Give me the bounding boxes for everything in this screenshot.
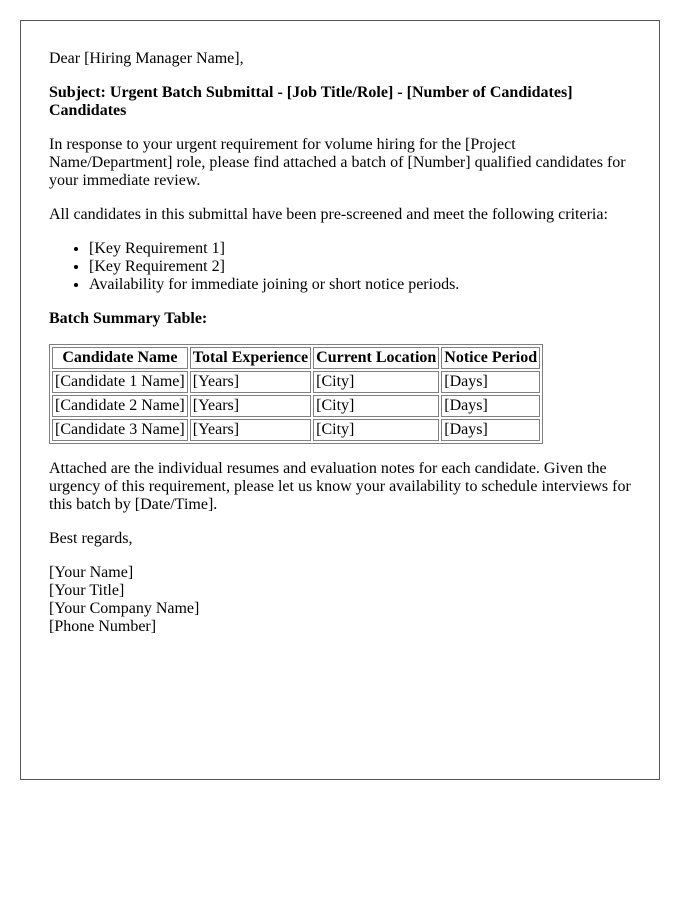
subject-line: Subject: Urgent Batch Submittal - [Job Title/Role] - [Number of Candidates] Candidates	[49, 84, 573, 119]
criteria-item: • Availability for immediate joining or short notice periods.	[89, 276, 639, 294]
signature-company: [Your Company Name]	[49, 600, 200, 617]
sign-off: Best regards,	[49, 530, 133, 547]
column-header-current-location: Current Location	[313, 347, 439, 369]
column-header-candidate-name: Candidate Name	[52, 347, 188, 369]
signature-phone: [Phone Number]	[49, 618, 157, 635]
cell-total-experience: [Years]	[190, 395, 311, 417]
table-label: Batch Summary Table:	[49, 310, 208, 327]
table-row	[52, 395, 540, 417]
criteria-list	[49, 240, 639, 294]
cell-notice-period: [Days]	[441, 371, 540, 393]
cell-total-experience: [Years]	[190, 371, 311, 393]
closing-paragraph: Attached are the individual resumes and evaluation notes for each candidate. Given the urgency of this requirement, please let us know your availability to schedule interviews for this batch by [Date/Time].	[49, 460, 631, 513]
cell-current-location: [City]	[313, 395, 439, 417]
column-header-total-experience: Total Experience	[190, 347, 311, 369]
cell-candidate-name: [Candidate 3 Name]	[52, 419, 188, 441]
batch-summary-table	[49, 344, 543, 444]
criteria-item: • [Key Requirement 1]	[89, 240, 639, 258]
criteria-item: • [Key Requirement 2]	[89, 258, 639, 276]
column-header-notice-period: Notice Period	[441, 347, 540, 369]
intro-paragraph: In response to your urgent requirement for volume hiring for the [Project Name/Department] role, please find attached a batch of [Number] qualified candidates for your immediate review.	[49, 136, 626, 189]
cell-candidate-name: [Candidate 1 Name]	[52, 371, 188, 393]
signature-title: [Your Title]	[49, 582, 125, 599]
letter-body	[49, 50, 639, 652]
signature-name: [Your Name]	[49, 564, 134, 581]
table-row	[52, 371, 540, 393]
criteria-intro: All candidates in this submittal have been pre-screened and meet the following criteria:	[49, 206, 608, 223]
table-header-row	[52, 347, 540, 369]
signature-block	[49, 564, 639, 636]
cell-current-location: [City]	[313, 371, 439, 393]
letter-frame	[20, 20, 660, 780]
cell-candidate-name: [Candidate 2 Name]	[52, 395, 188, 417]
table-row	[52, 419, 540, 441]
cell-notice-period: [Days]	[441, 395, 540, 417]
cell-total-experience: [Years]	[190, 419, 311, 441]
cell-current-location: [City]	[313, 419, 439, 441]
salutation: Dear [Hiring Manager Name],	[49, 50, 244, 67]
cell-notice-period: [Days]	[441, 419, 540, 441]
